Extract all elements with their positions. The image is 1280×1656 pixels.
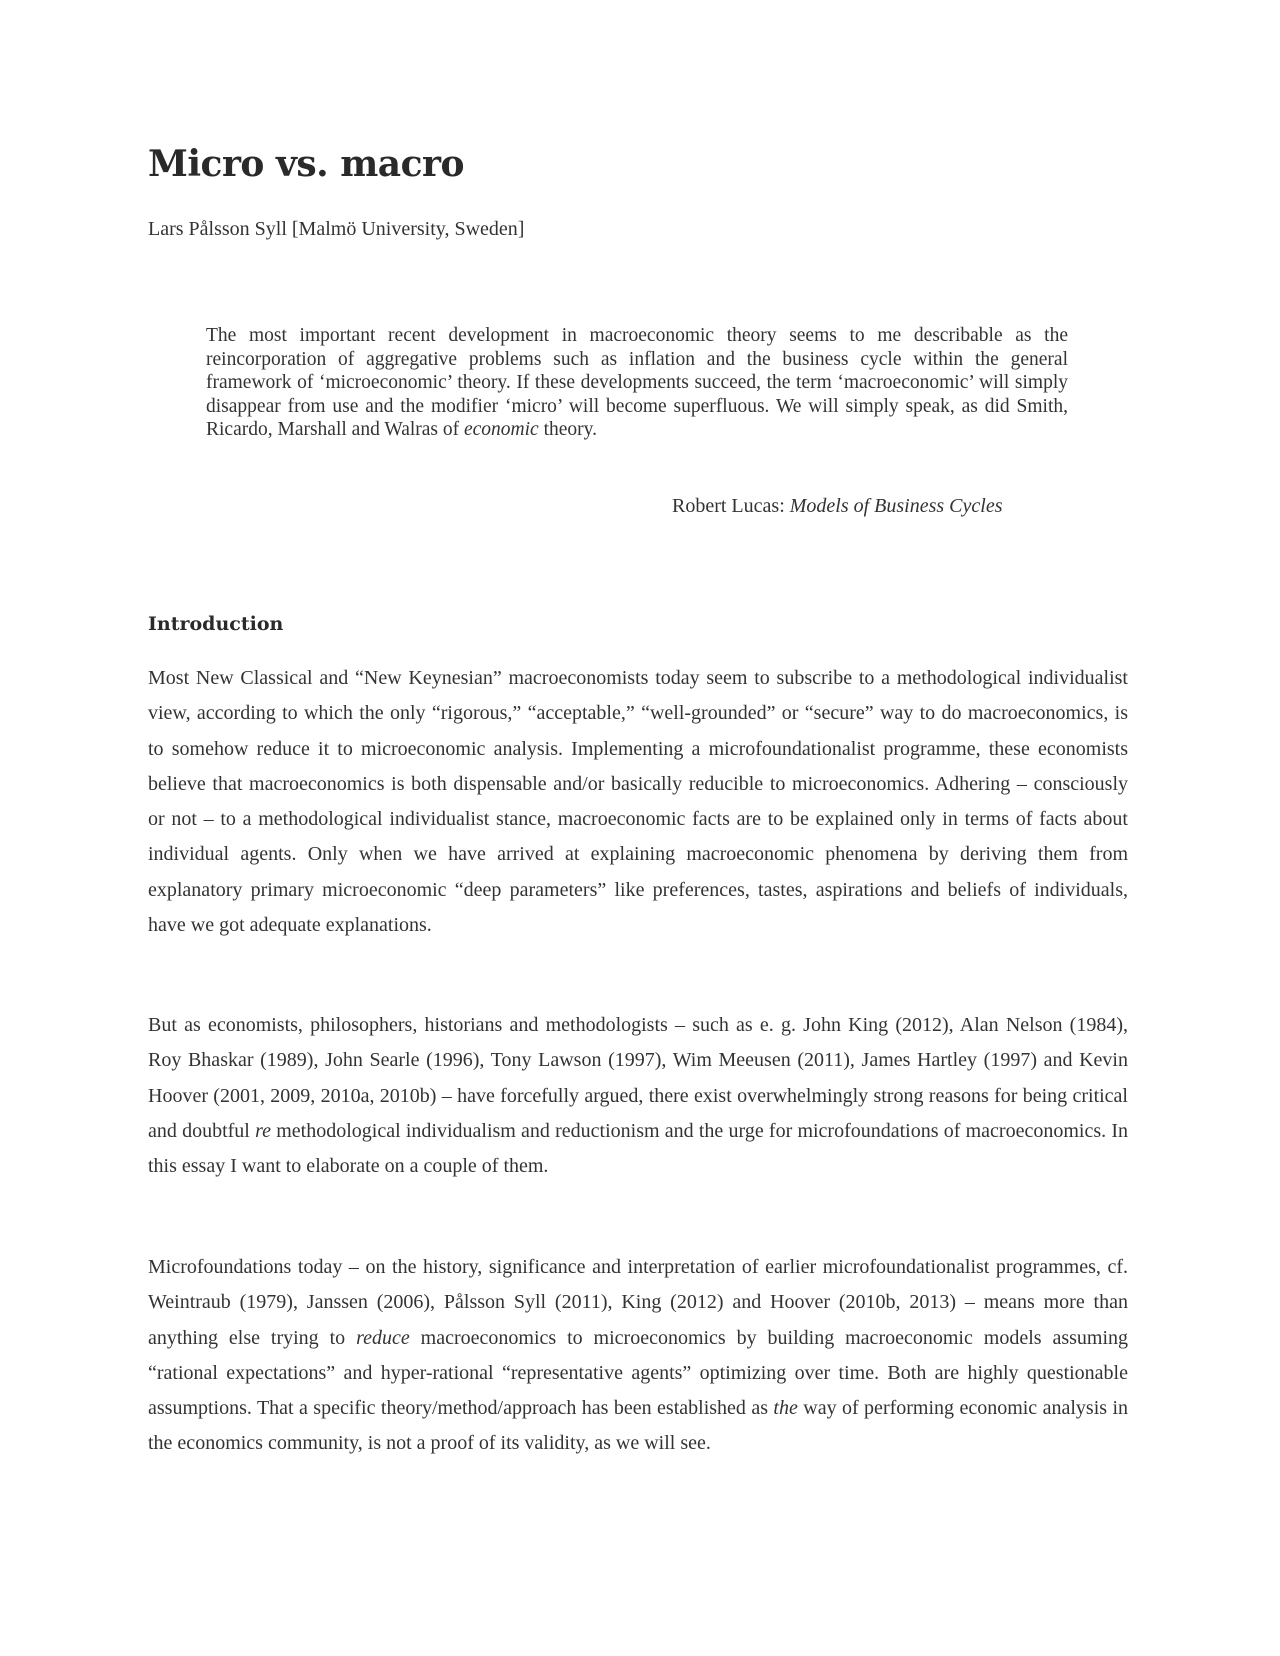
epigraph-emphasis: economic xyxy=(464,419,539,440)
paragraph-2-text-end: methodological individualism and reductionism and the urge for microfoundations of macroeconomics. In this essay I want to elaborate on a couple of them. xyxy=(148,1119,1128,1178)
paragraph-3-emphasis-the: the xyxy=(773,1397,798,1420)
body-paragraph-3 xyxy=(148,1250,1128,1462)
author-affiliation: Lars Pålsson Syll [Malmö University, Sweden] xyxy=(148,218,525,240)
section-heading-introduction: Introduction xyxy=(148,613,284,635)
body-paragraph-1: Most New Classical and “New Keynesian” macroeconomists today seem to subscribe to a methodological individualist view, according to which the only “rigorous,” “acceptable,” “well-grounded” or “secure” way to do macroeconomics, is to somehow reduce it to microeconomic analysis. Implementing a microfoundationalist programme, these economists believe that macroeconomics is both dispensable and/or basically reducible to microeconomics. Adhering – consciously or not – to a methodological individualist stance, macroeconomic facts are to be explained only in terms of facts about individual agents. Only when we have arrived at explaining macroeconomic phenomena by deriving them from explanatory primary microeconomic “deep parameters” like preferences, tastes, aspirations and beliefs of individuals, have we got adequate explanations. xyxy=(148,667,1128,937)
epigraph-attribution xyxy=(672,495,1003,518)
paragraph-2-text-start: But as economists, philosophers, historians and methodologists – such as e. g. John King (2012), Alan Nelson (1984), Roy Bhaskar (1989), John Searle (1996), Tony Lawson (1997), Wim Meeusen (2011), James Hartley (1997) and Kevin Hoover (2001, 2009, 2010a, 2010b) – have forcefully argued, there exist overwhelmingly strong reasons for being critical and doubtful xyxy=(148,1014,1128,1142)
paragraph-3-emphasis-reduce: reduce xyxy=(356,1326,410,1349)
paragraph-2-emphasis: re xyxy=(255,1119,271,1142)
epigraph-text-start: The most important recent development in macroeconomic theory seems to me describable as the reincorporation of aggregative problems such as inflation and the business cycle within the general framework of ‘microeconomic’ theory. If these developments succeed, the term ‘macroeconomic’ will simply disappear from use and the modifier ‘micro’ will become superfluous. We will simply speak, as did Smith, Ricardo, Marshall and Walras of xyxy=(206,325,1068,440)
body-paragraph-2 xyxy=(148,1008,1128,1184)
paragraph-3-text-part-2: macroeconomics to microeconomics by building macroeconomic models assuming “rational expectations” and hyper-rational “representative agents” optimizing over time. Both are highly questionable assumptions. That a specific theory/method/approach has been established as xyxy=(148,1326,1128,1420)
paper-title: Micro vs. macro xyxy=(148,143,465,185)
epigraph-text-end: theory. xyxy=(538,419,598,440)
epigraph-quote xyxy=(206,324,1068,442)
attribution-work: Models of Business Cycles xyxy=(789,495,1003,517)
paragraph-3-text-part-1: Microfoundations today – on the history, significance and interpretation of earlier microfoundationalist programmes, cf. Weintraub (1979), Janssen (2006), Pålsson Syll (2011), King (2012) and Hoover (2010b, 2013) – means more than anything else trying to xyxy=(148,1256,1128,1349)
paragraph-3-text-part-3: way of performing economic analysis in the economics community, is not a proof of its validity, as we will see. xyxy=(148,1397,1129,1455)
attribution-author: Robert Lucas: xyxy=(672,495,790,517)
